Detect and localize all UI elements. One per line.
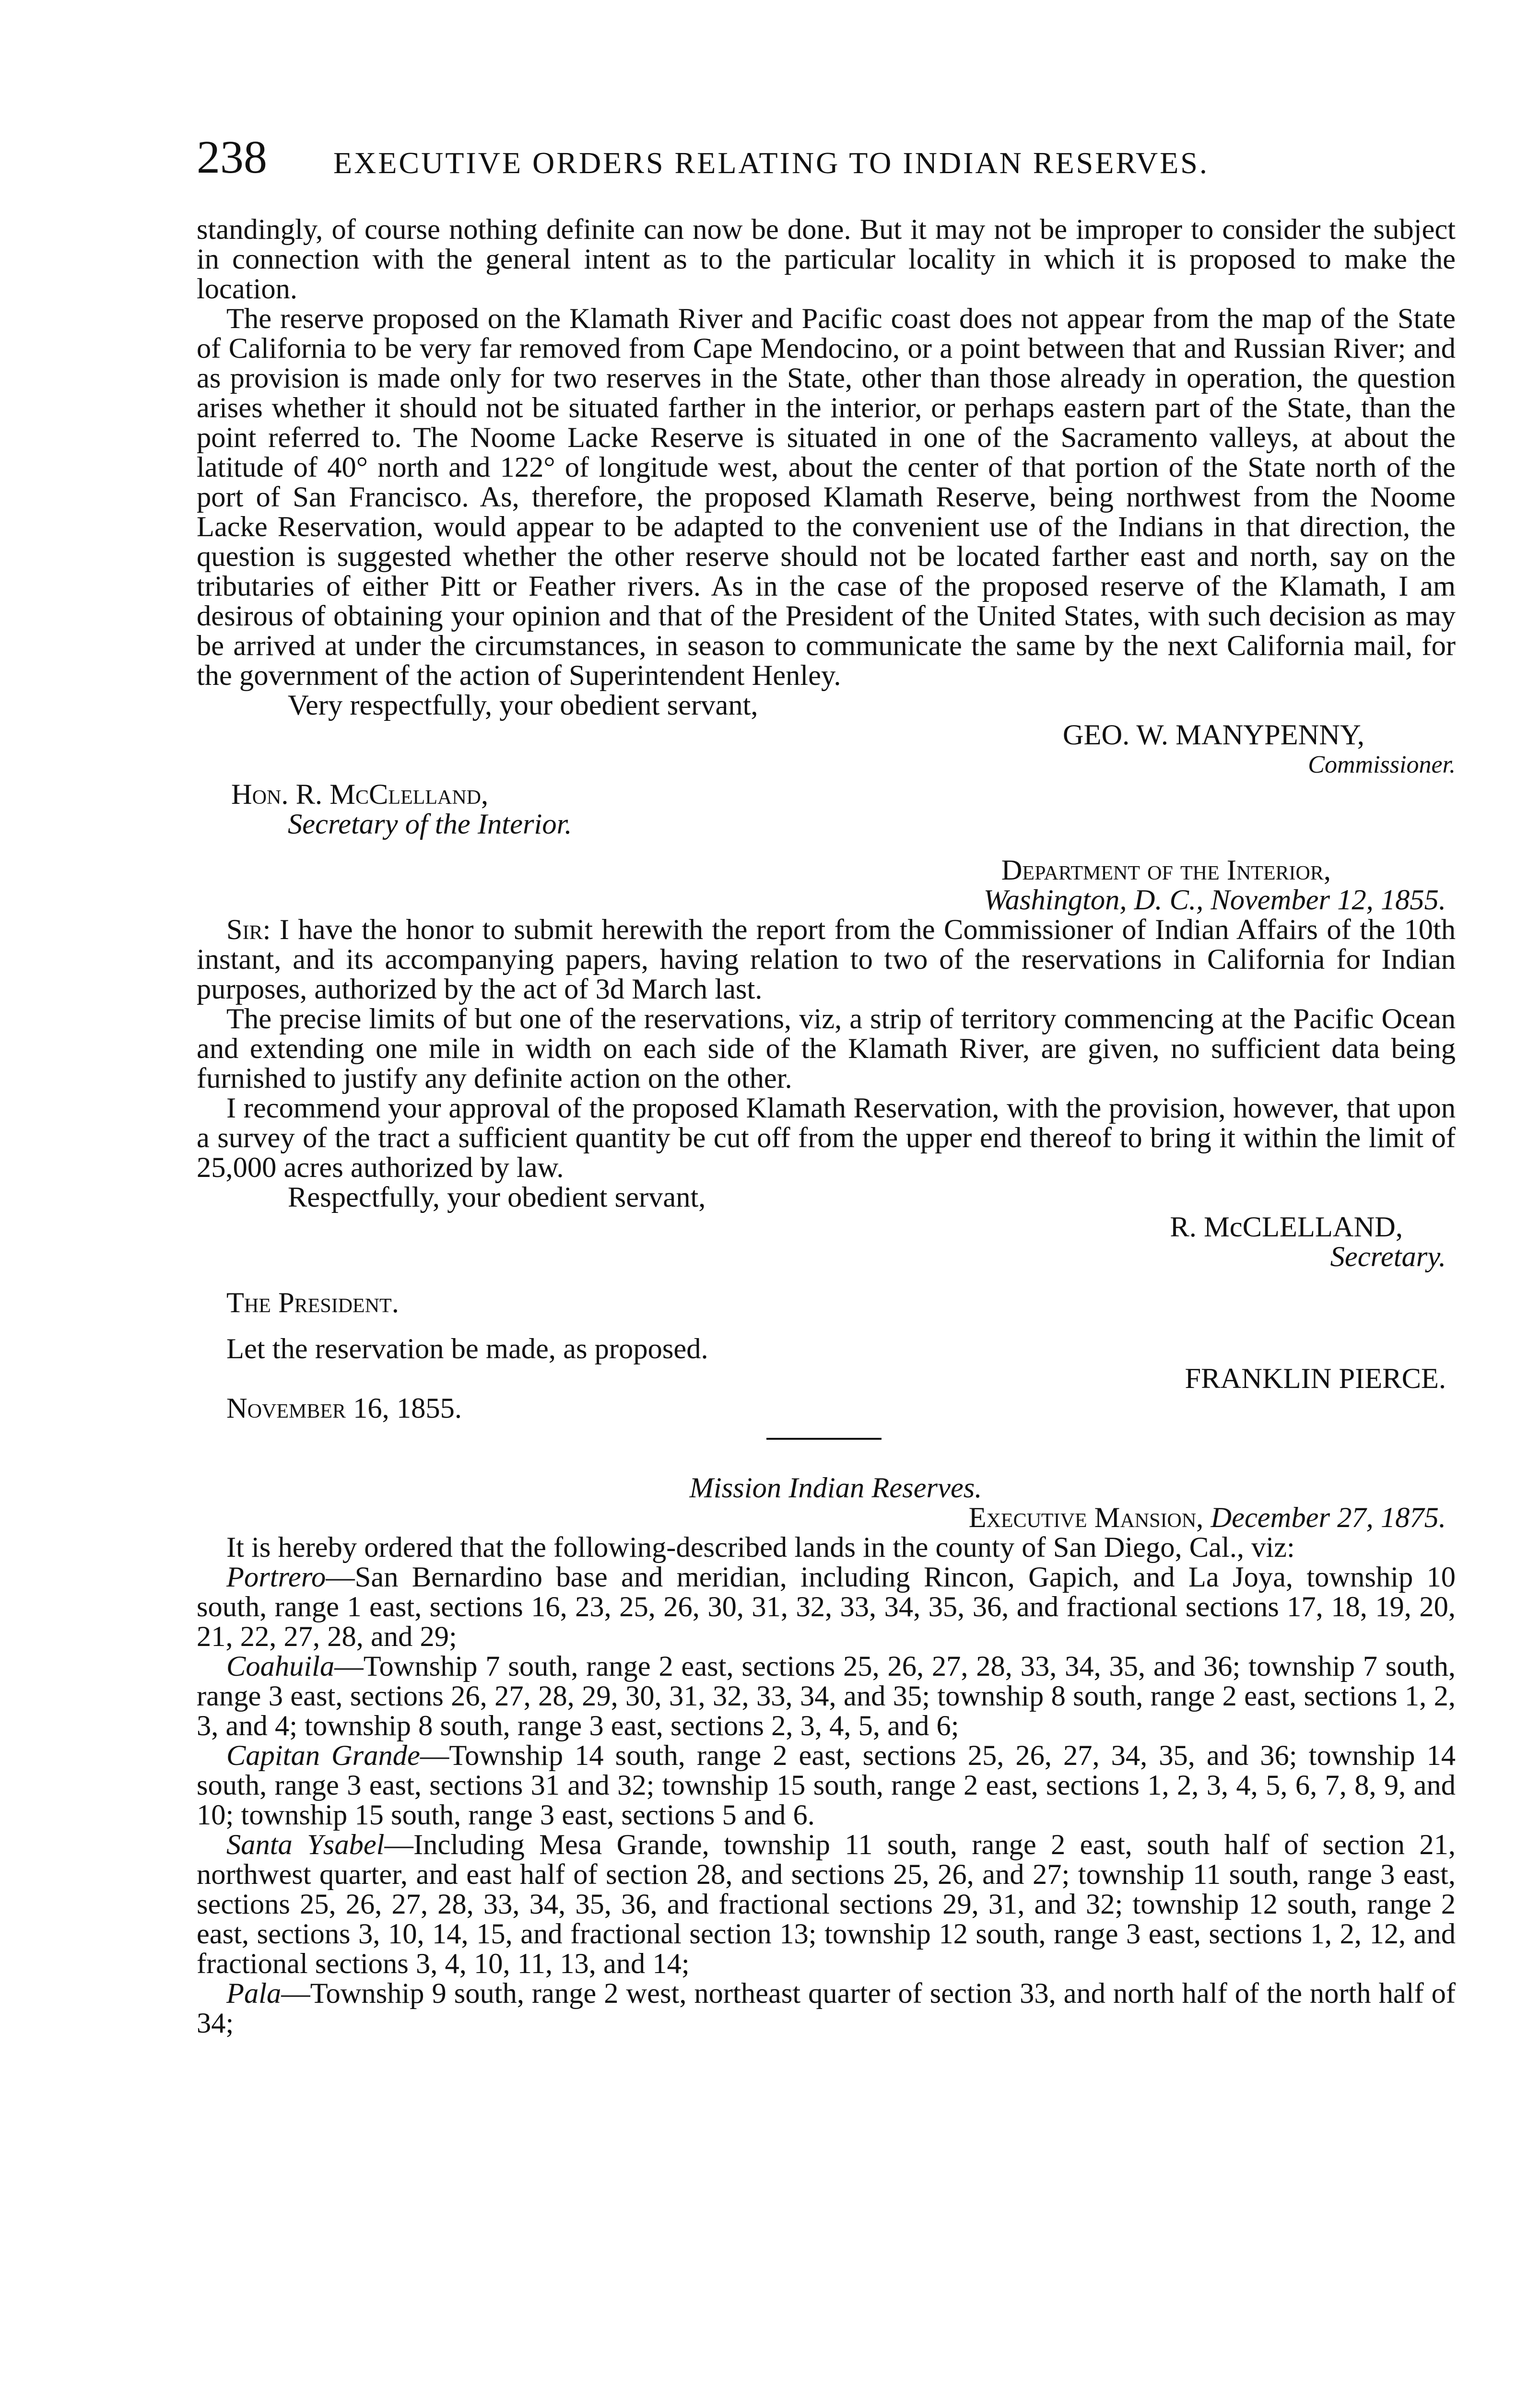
paragraph: I recommend your approval of the proposed Klamath Reservation, with the provision, however, that upon a survey of the tract a sufficient quantity be cut off from the upper end thereof to bring it within the limit of 25,000 acres authorized by law. [197,1092,1456,1184]
reserve-entry [197,1830,1456,1979]
dateline-place: Executive Mansion, [968,1502,1204,1534]
dateline-date: December 27, 1875. [1211,1502,1446,1534]
reserve-name: Capitan Grande [226,1740,420,1772]
spacer [197,1272,1456,1288]
addressee-title: Secretary of the Interior. [288,808,572,840]
letter-closing: Very respectfully, your obedient servant, [288,689,758,721]
signature-title: Commissioner. [1308,751,1456,778]
reserve-description: —San Bernardino base and meridian, including Rincon, Gapich, and La Joya, township 10 south, range 1 east, sections 16, 23, 25, 26, 30, 31, 32, 33, 34, 35, 36, and fractional sections 17, 18, 19, 20, 21, 22, 27, 28, and 29; [197,1561,1456,1653]
divider-rule [766,1438,882,1440]
department-heading: Department of the Interior, [1001,854,1331,886]
reserve-description: —Township 14 south, range 2 east, sections 25, 26, 27, 34, 35, and 36; township 14 south, range 3 east, sections 31 and 32; township 15 south, range 2 east, sections 1, 2, 3, 4, 5, 6, 7, 8, 9, and 10; township 15 south, range 3 east, sections 5 and 6. [197,1740,1456,1831]
reserve-name: Pala [226,1977,282,2010]
paragraph-text: I have the honor to submit herewith the report from the Commissioner of Indian Affairs of the 10th instant, and its accompanying papers, having relation to two of the reservations in California for Indian purposes, authorized by the act of 3d March last. [197,914,1456,1005]
reserve-entry [197,1741,1456,1830]
reserve-name: Santa Ysabel [226,1829,385,1861]
paragraph: The reserve proposed on the Klamath River and Pacific coast does not appear from the map of the State of California to be very far removed from Cape Mendocino, or a point between that and Russian River; and as provision is made only for two reserves in the State, other than those already in operation, the question arises whether it should not be situated farther in the interior, or perhaps eastern part of the State, than the point referred to. The Noome Lacke Reserve is situated in one of the Sacramento valleys, at about the latitude of 40° north and 122° of longitude west, about the center of that portion of the State north of the port of San Francisco. As, therefore, the proposed Klamath Reserve, being northwest from the Noome Lacke Reservation, would appear to be adapted to the convenient use of the Indians in that direction, the question is suggested whether the other reserve should not be located farther east and north, say on the tributaries of either Pitt or Feather rivers. As in the case of the proposed reserve of the Klamath, I am desirous of obtaining your opinion and that of the President of the United States, with such decision as may be arrived at under the circumstances, in season to communicate the same by the next California mail, for the government of the action of Superintendent Henley. [197,303,1456,692]
presidential-order: Let the reservation be made, as proposed. [226,1333,708,1365]
page-header [197,129,1338,186]
section-title: Mission Indian Reserves. [689,1472,982,1504]
addressee-name: The President. [226,1287,399,1319]
dateline [197,1503,1456,1533]
reserve-entry [197,1652,1456,1741]
paragraph: It is hereby ordered that the following-described lands in the county of San Diego, Cal., viz: [226,1531,1295,1563]
paragraph [197,915,1456,1004]
reserve-entry [197,1563,1456,1652]
signature-name: GEO. W. MANYPENNY, [1062,719,1364,751]
order-date: November 16, 1855. [226,1392,462,1424]
running-title: EXECUTIVE ORDERS RELATING TO INDIAN RESERVES. [333,146,1209,180]
page-number: 238 [197,131,267,183]
signature-name: FRANKLIN PIERCE. [1185,1363,1446,1395]
reserve-description: —Township 9 south, range 2 west, northeast quarter of section 33, and north half of the north half of 34; [197,1977,1456,2039]
dateline: Washington, D. C., November 12, 1855. [983,884,1446,916]
reserve-name: Portrero [226,1561,326,1593]
page-body [197,215,1456,2038]
reserve-description: —Including Mesa Grande, township 11 south, range 2 east, south half of section 21, northwest quarter, and east half of section 28, and sections 25, 26, and 27; township 11 south, range 3 east, sections 25, 26, 27, 28, 33, 34, 35, 36, and fractional sections 29, 31, and 32; township 12 south, range 2 east, sections 3, 10, 14, 15, and fractional section 13; township 12 south, range 3 east, sections 1, 2, 12, and fractional sections 3, 4, 10, 11, 13, and 14; [197,1829,1456,1980]
signature-name: R. McCLELLAND, [1170,1211,1403,1243]
reserve-entry [197,1979,1456,2038]
spacer [197,1318,1456,1334]
spacer [197,839,1456,856]
addressee-name: Hon. R. McClelland, [231,778,489,811]
reserve-description: —Township 7 south, range 2 east, sections 25, 26, 27, 28, 33, 34, 35, and 36; township 7 south, range 3 east, sections 26, 27, 28, 29, 30, 31, 32, 33, 34, and 35; township 8 south, range 2 east, sections 1, 2, 3, and 4; township 8 south, range 3 east, sections 2, 3, 4, 5, and 6; [197,1650,1456,1742]
signature-title: Secretary. [1330,1241,1446,1273]
reserve-name: Coahuila [226,1650,335,1682]
letter-closing: Respectfully, your obedient servant, [288,1181,706,1213]
section-divider [197,1423,1456,1473]
paragraph: The precise limits of but one of the reservations, viz, a strip of territory commencing at the Pacific Ocean and extending one mile in width on each side of the Klamath River, are given, no sufficient data being furnished to justify any definite action on the other. [197,1003,1456,1094]
paragraph: standingly, of course nothing definite can now be done. But it may not be improper to consider the subject in connection with the general intent as to the particular locality in which it is proposed to make the location. [197,213,1456,305]
salutation: Sir: [226,914,271,946]
